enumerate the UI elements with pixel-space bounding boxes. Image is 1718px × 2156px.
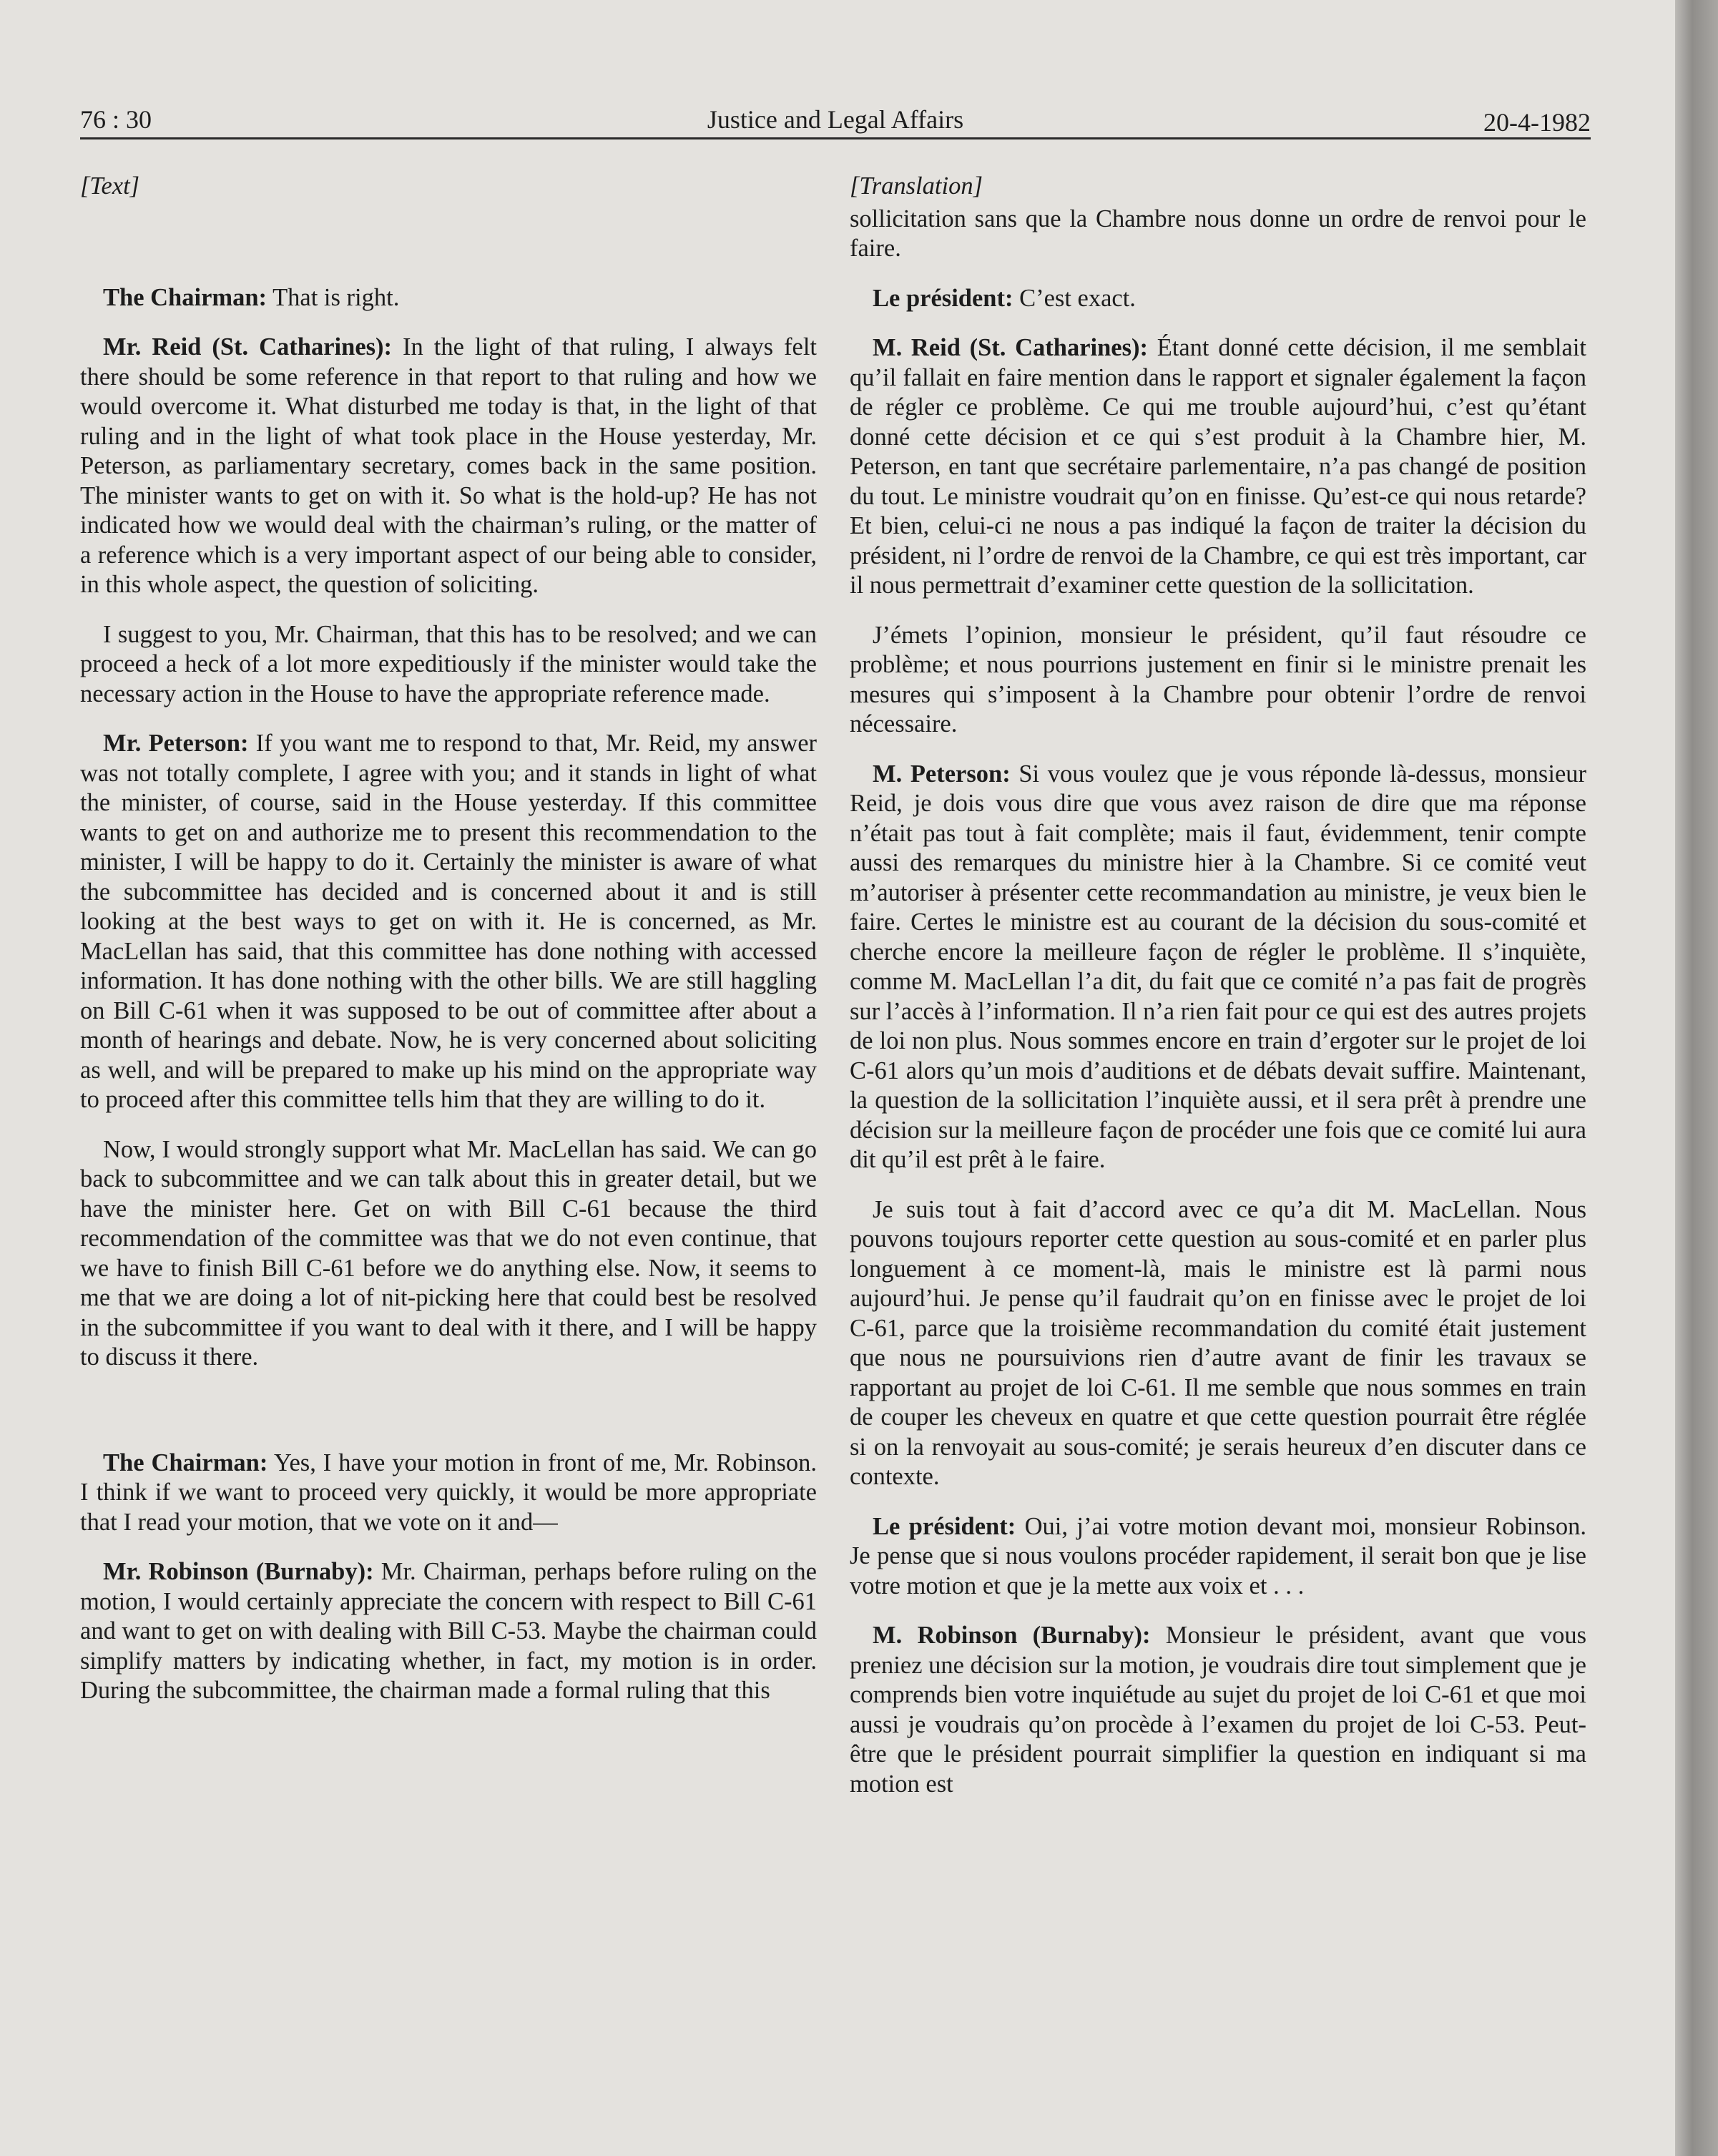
french-column <box>850 172 1586 1819</box>
paragraph-text: Now, I would strongly support what Mr. MacLellan has said. We can go back to subcommittee and we can talk about this in greater detail, but we have the minister here. Get on with Bill C-61 because the third recommendation of the committee was that we do not even continue, that we have to finish Bill C-61 before we do anything else. Now, it seems to me that we are doing a lot of nit-picking here that could best be resolved in the subcommittee if you want to deal with it there, and I will be happy to discuss it there. <box>80 1135 817 1371</box>
paragraph-text: Je suis tout à fait d’accord avec ce qu’a dit M. MacLellan. Nous pouvons toujours reporter cette question au sous-comité et en parler plus longuement à ce moment-là, mais le ministre est là parmi nous aujourd’hui. Je pense qu’il faudrait qu’on en finisse avec le projet de loi C-61, parce que la troisième recommandation du comité était justement que nous ne poursuivions rien d’autre avant de finir les travaux se rapportant au projet de loi C-61. Il me semble que nous sommes en train de couper les cheveux en quatre et que cette question pourrait être réglée si on la renvoyait au sous-comité; je serais heureux d’en discuter dans ce contexte. <box>850 1195 1586 1490</box>
english-column <box>80 172 817 1726</box>
paragraph-text: C’est exact. <box>1013 284 1136 312</box>
translation-tag: [Translation] <box>850 172 983 200</box>
page-number: 76 : 30 <box>80 105 152 134</box>
paragraph-text: Si vous voulez que je vous réponde là-dessus, monsieur Reid, je dois vous dire que vous avez raison de dire que ma réponse n’était pas tout à fait complète; mais il faut, évidemment, tenir compte aussi des remarques du ministre hier à la Chambre. Si ce comité veut m’autoriser à présenter cette recommandation au ministre, je veux bien le faire. Certes le ministre est au courant de la décision du sous-comité et cherche encore la meilleure façon de régler le problème. Il s’inquiète, comme M. MacLellan l’a dit, du fait que ce comité n’a pas fait de progrès sur l’accès à l’information. Il n’a rien fait pour ce qui est des autres projets de loi non plus. Nous sommes encore en train d’ergoter sur le projet de loi C-61 alors qu’un mois d’auditions et de débats devait suffire. Maintenant, la question de la sollicitation l’inquiète aussi, et il sera prêt à prendre une décision sur la meilleure façon de procéder une fois que ce comité lui aura dit qu’il est prêt à le faire. <box>850 760 1586 1173</box>
paragraph-text: If you want me to respond to that, Mr. Reid, my answer was not totally complete, I agree with you; and it stands in light of what the minister, of course, said in the House yesterday. If this committee wants to get on and authorize me to present this recommendation to the minister, I will be happy to do it. Certainly the minister is aware of what the subcommittee has decided and is concerned about it and is still looking at the best ways to get on with it. He is concerned, as Mr. MacLellan has said, that this committee has done nothing with accessed information. It has done nothing with the other bills. We are still haggling on Bill C-61 when it was supposed to be out of committee after about a month of hearings and debate. Now, he is very concerned about soliciting as well, and will be prepared to make up his mind on the appropriate way to proceed after this committee tells him that they are willing to do it. <box>80 730 818 1113</box>
speaker-name: Mr. Robinson (Burnaby): <box>103 1558 374 1585</box>
speaker-name: The Chairman: <box>103 283 267 311</box>
running-title: Justice and Legal Affairs <box>707 105 964 134</box>
paragraph-text: Yes, I have your motion in front of me, Mr. Robinson. I think if we want to proceed very quickly, it would be more appropriate that I read your motion, that we vote on it and— <box>80 1449 817 1536</box>
paragraph-text: Monsieur le président, avant que vous preniez une décision sur la motion, je voudrais dire tout simplement que je comprends bien votre inquiétude au sujet du projet de loi C-61 et que moi aussi je voudrais qu’on procède à l’examen du projet de loi C-53. Peut-être que le président pourrait simplifier la question en indiquant si ma motion est <box>850 1622 1587 1798</box>
paragraph-text: J’émets l’opinion, monsieur le président, qu’il faut résoudre ce problème; et nous pourrions justement en finir si le ministre prenait les mesures qui s’imposent à la Chambre pour obtenir l’ordre de renvoi nécessaire. <box>850 621 1586 738</box>
speaker-name: M. Robinson (Burnaby): <box>873 1622 1151 1649</box>
header-rule <box>80 137 1591 139</box>
paragraph-text: sollicitation sans que la Chambre nous donne un ordre de renvoi pour le faire. <box>850 205 1586 262</box>
paragraph <box>80 1557 817 1706</box>
paragraph <box>850 333 1586 601</box>
paragraph <box>850 284 1586 314</box>
paragraph-text: I suggest to you, Mr. Chairman, that this has to be resolved; and we can proceed a heck of a lot more expeditiously if the minister would take the necessary action in the House to have the appropriate reference made. <box>80 620 817 707</box>
paragraph <box>80 620 817 710</box>
paragraph <box>850 621 1586 740</box>
paragraph-text: Oui, j’ai votre motion devant moi, monsieur Robinson. Je pense que si nous voulons procéder rapidement, il serait bon que je lise votre motion et que je la mette aux voix et . . . <box>850 1512 1586 1599</box>
paragraph <box>850 205 1586 264</box>
paragraph <box>80 283 817 313</box>
paragraph <box>80 1449 817 1538</box>
page-edge <box>1675 0 1718 2156</box>
speaker-name: The Chairman: <box>103 1449 268 1476</box>
paragraph <box>80 333 817 600</box>
paragraph <box>80 729 817 1115</box>
speaker-name: Le président: <box>873 1512 1016 1540</box>
speaker-name: Le président: <box>873 284 1013 312</box>
page-date: 20-4-1982 <box>1483 108 1591 137</box>
speaker-name: M. Reid (St. Catharines): <box>873 334 1148 361</box>
paragraph-text: In the light of that ruling, I always felt there should be some reference in that report to that ruling and how we would overcome it. What disturbed me today is that, in the light of that ruling and in the light of what took place in the House yesterday, Mr. Peterson, as parliamentary secretary, comes back in the same position. The minister wants to get on with it. So what is the hold-up? He has not indicated how we would deal with the chairman’s ruling, or the matter of a reference which is a very important aspect of our being able to consider, in this whole aspect, the question of soliciting. <box>80 333 817 598</box>
paragraph <box>850 1512 1586 1602</box>
page-header <box>80 100 1591 140</box>
text-tag: [Text] <box>80 172 140 200</box>
paragraph <box>850 760 1586 1175</box>
paragraph-text: That is right. <box>267 283 400 311</box>
paragraph <box>850 1621 1586 1799</box>
paragraph <box>80 1135 817 1373</box>
paragraph-text: Étant donné cette décision, il me semblait qu’il fallait en faire mention dans le rapport et signaler également la façon de régler ce problème. Ce qui me trouble aujourd’hui, c’est qu’étant donné cette décision et ce qui s’est produit à la Chambre hier, M. Peterson, en tant que secrétaire parlementaire, n’a pas changé de position du tout. Le ministre voudrait qu’on en finisse. Qu’est-ce qui nous retarde? Et bien, celui-ci ne nous a pas indiqué la façon de traiter la décision du président, ni l’ordre de renvoi de la Chambre, ce qui est très important, car il nous permettrait d’examiner cette question de la sollicitation. <box>850 334 1586 599</box>
paragraph <box>850 1195 1586 1492</box>
speaker-name: Mr. Reid (St. Catharines): <box>103 333 393 361</box>
speaker-name: Mr. Peterson: <box>103 730 249 757</box>
paragraph-text: Mr. Chairman, perhaps before ruling on the motion, I would certainly appreciate the concern with respect to Bill C-61 and want to get on with dealing with Bill C-53. Maybe the chairman could simplify matters by indicating whether, in fact, my motion is in order. During the subcommittee, the chairman made a formal ruling that this <box>80 1558 817 1704</box>
speaker-name: M. Peterson: <box>873 760 1011 788</box>
